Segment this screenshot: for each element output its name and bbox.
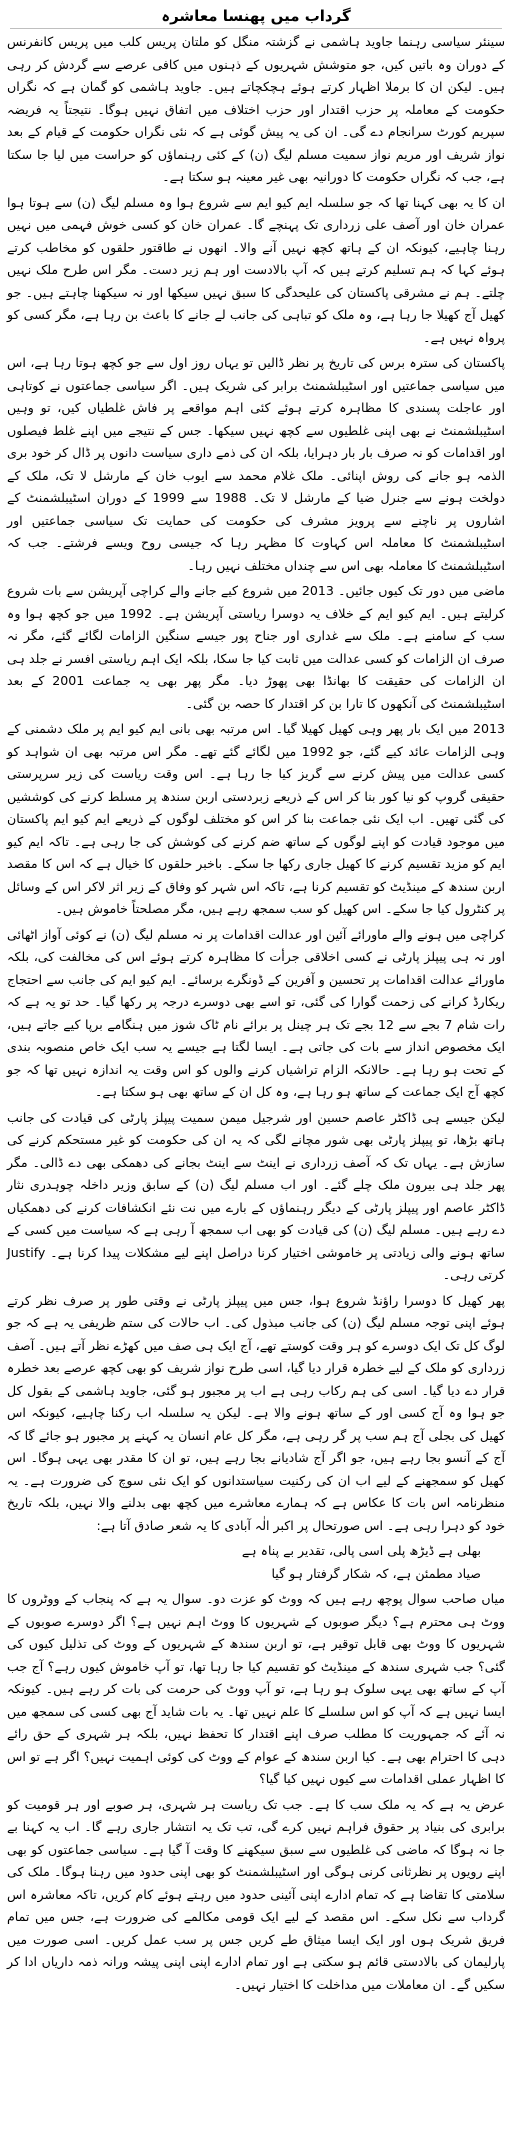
headline-divider [10,28,502,29]
article-paragraph: عرض یہ ہے کہ یہ ملک سب کا ہے۔ جب تک ریاست ہر شہری، ہر صوبے اور ہر قومیت کو برابری کی بنیاد پر حقوق فراہم نہیں کرے گی، تب تک یہ انتشار جاری رہے گا۔ اب یہ کہنا بے جا نہ ہوگا کہ ماضی کی غلطیوں سے سبق سیکھنے کا وقت آ گیا ہے۔ سیاسی جماعتوں کو بھی اپنے رویوں پر نظرثانی کرنی ہوگی اور اسٹیبلشمنٹ کو بھی اپنی حدود میں رہنا ہوگا۔ ملک کی سلامتی کا تقاضا ہے کہ تمام ادارے اپنی آئینی حدود میں رہتے ہوئے کام کریں، تاکہ معاشرہ اس گرداب سے نکل سکے۔ اس مقصد کے لیے ایک قومی مکالمے کی ضرورت ہے، جس میں تمام فریق شریک ہوں اور ایک ایسا میثاق طے کریں جس پر سب عمل کریں۔ اسی صورت میں پارلیمان کی بالادستی قائم ہو سکتی ہے اور تمام ادارے اپنی اپنی پیشہ ورانہ ذمہ داریاں ادا کر سکیں گے۔ ان معاملات میں مداخلت کا اختیار نہیں۔ [7,1796,505,1992]
article-paragraph: لیکن جیسے ہی ڈاکٹر عاصم حسین اور شرجیل میمن سمیت پیپلز پارٹی کی قیادت کی جانب ہاتھ بڑھا، تو پیپلز پارٹی بھی شور مچانے لگی کہ یہ ان کی حکومت کو غیر مستحکم کرنے کی سازش ہے۔ یہاں تک کہ آصف زرداری نے اینٹ سے اینٹ بجانے کی دھمکی بھی دے ڈالی۔ مگر پھر جلد ہی بیرون ملک چلے گئے۔ اور اب مسلم لیگ (ن) کے سابق وزیر داخلہ چوہدری نثار ڈاکٹر عاصم اور پیپلز پارٹی کے دیگر رہنماؤں کے بارے میں نت نئے انکشافات کرنے کی دھمکیاں دے رہے ہیں۔ مسلم لیگ (ن) کی قیادت کو بھی اب سمجھ آ رہی ہے کہ سیاست میں کسی کے ساتھ ہونے والی زیادتی پر خاموشی اختیار کرنا دراصل اپنے لیے مشکلات پیدا کرنا ہے۔ Justify کرتی رہی۔ [7,1109,505,1282]
poem-line: صیاد مطمئن ہے، کہ شکار گرفتار ہو گیا [271,1565,481,1581]
article-headline: گرداب میں پھنسا معاشرہ [161,7,351,25]
article-paragraph: ان کا یہ بھی کہنا تھا کہ جو سلسلہ ایم کیو ایم سے شروع ہوا وہ مسلم لیگ (ن) سے ہوتا ہوا عمران خان اور آصف علی زرداری تک پہنچے گا۔ عمران خان کو کسی خوش فہمی میں نہیں رہنا چاہیے، کیونکہ ان کے ہاتھ کچھ نہیں آنے والا۔ انھوں نے طاقتور حلقوں کو مخاطب کرتے ہوئے کہا کہ ہم تسلیم کرتے ہیں کہ آپ بالادست اور ہم زیر دست۔ مگر اس طرح ملک نہیں چلتے۔ ہم نے مشرقی پاکستان کی علیحدگی کا سبق نہیں سیکھا اور نہ سیکھنا چاہتے ہیں۔ جو کھیل آج کھیلا جا رہا ہے، وہ ملک کو تباہی کی جانب لے جانے کا باعث بن رہا ہے، مگر کسی کو پرواہ نہیں ہے۔ [7,194,505,345]
article-paragraph: 2013 میں ایک بار پھر وہی کھیل کھیلا گیا۔ اس مرتبہ بھی بانی ایم کیو ایم پر ملک دشمنی کے وہی الزامات عائد کیے گئے، جو 1992 میں لگائے گئے تھے۔ مگر اس مرتبہ بھی ان شواہد کو کسی عدالت میں پیش کرنے سے گریز کیا جا رہا ہے۔ اس وقت ریاست کی زیر سرپرستی حقیقی گروپ کو نیا کور بنا کر اس کے ذریعے زبردستی اربن سندھ پر مسلط کرنے کی کوششیں کی گئی تھیں۔ اب ایک نئی جماعت بنا کر اس کو مختلف لوگوں کے ذریعے ایم کیو ایم پاکستان میں موجود قیادت کو اپنے لوگوں کے ساتھ ضم کرنے کی کوشش کی جا رہی ہے۔ تاکہ ایم کیو ایم کو مزید تقسیم کرنے کا کھیل جاری رکھا جا سکے۔ باخبر حلقوں کا خیال ہے کہ اس کا مقصد اربن سندھ کے مینڈیٹ کو تقسیم کرنا ہے، تاکہ اس شہر کو وفاق کے زیر اثر لاکر اس کے وسائل پر کنٹرول کیا جا سکے۔ اس کھیل کو سب سمجھ رہے ہیں، مگر مصلحتاً خاموش ہیں۔ [7,721,505,916]
article-body [0,31,512,1996]
article-paragraph: پاکستان کی سترہ برس کی تاریخ پر نظر ڈالیں تو یہاں روز اول سے جو کچھ ہوتا رہا ہے، اس میں سیاسی جماعتیں اور اسٹیبلشمنٹ برابر کی شریک ہیں۔ اگر سیاسی جماعتوں نے کوتاہی اور عاجلت پسندی کا مظاہرہ کرتے ہوئے کئی اہم مواقعے پر فاش غلطیاں کیں، تو وہیں اسٹیبلشمنٹ نے بھی اپنی غلطیوں سے کچھ نہیں سیکھا۔ جس کے نتیجے میں اپنے غلط فیصلوں اور اقدامات کو نہ صرف بار بار دہرایا، بلکہ ان کی ذمے داری سیاست دانوں پر ڈال کر خود بری الذمہ ہو جانے کی روش اپنائی۔ ملک غلام محمد سے ایوب خان کے مارشل لا تک، ملک کے دولخت ہونے سے جنرل ضیا کے مارشل لا تک۔ 1988 سے 1999 کے دوران اسٹیبلشمنٹ کے اشاروں پر ناچنے سے پرویز مشرف کی حکومت کی حمایت تک سیاسی جماعتیں اور اسٹیبلشمنٹ کا معاملہ اس کہاوت کا مظہر رہا کہ جیسی روح ویسے فرشتے۔ جب کہ اسٹیبلشمنٹ کا معاملہ بھی اس سے چنداں مختلف نہیں رہا۔ [7,355,505,573]
article-paragraph: کراچی میں ہونے والے ماورائے آئین اور عدالت اقدامات پر نہ مسلم لیگ (ن) نے کوئی آواز اٹھائی اور نہ ہی پیپلز پارٹی نے کسی اخلاقی جرأت کا مظاہرہ کرتے ہوئے اس کی مخالفت کی، بلکہ ماورائے عدالت اقدامات پر تحسین و آفرین کے ڈونگرے برسائے۔ ایم کیو ایم کی جانب سے احتجاج ریکارڈ کرانے کی زحمت گوارا کی گئی، تو اسے بھی دوسرے درجہ پر رکھا گیا۔ حد تو یہ ہے کہ رات شام 7 بجے سے 12 بجے تک ہر چینل پر برائے نام ٹاک شوز میں ہنگامے برپا کیے جاتے ہیں، ایک مخصوص انداز سے بات کی جاتی ہے۔ ایسا لگتا ہے جیسے یہ سب ایک خاص منصوبہ بندی کے تحت ہو رہا ہے۔ حالانکہ الزام تراشیاں کرنے والوں کو اس وقت یہ اندازہ نہیں تھا کہ جو کچھ آج ایک جماعت کے ساتھ ہو رہا ہے، وہ کل ان کے ساتھ بھی ہو سکتا ہے۔ [7,926,505,1099]
poem-line: بھلی ہے ڈیڑھ پلی اسی پالی، تقدیر بے پناہ ہے [241,1543,481,1558]
article-paragraph: سینئر سیاسی رہنما جاوید ہاشمی نے گزشتہ منگل کو ملتان پریس کلب میں پریس کانفرنس کے دوران وہ باتیں کیں، جو متوشش شہریوں کے ذہنوں میں کافی عرصے سے گردش کر رہی ہیں۔ لیکن ان کا برملا اظہار کرتے ہوئے ہچکچاتے ہیں۔ جاوید ہاشمی کو گمان ہے کہ نگراں حکومت کے معاملہ پر حزب اقتدار اور حزب اختلاف میں اتفاق نہیں ہوگا۔ نتیجتاً یہ فریضہ سپریم کورٹ سرانجام دے گی۔ ان کی یہ پیش گوئی ہے کہ نئی نگراں حکومت کے قیام کے بعد نواز شریف اور مریم نواز سمیت مسلم لیگ (ن) کے کئی رہنماؤں کو حراست میں لیا جا سکتا ہے، جب کہ نگراں حکومت کا دورانیہ بھی غیر معینہ ہو سکتا ہے۔ [7,34,505,184]
article-paragraph: میاں صاحب سوال پوچھ رہے ہیں کہ ووٹ کو عزت دو۔ سوال یہ ہے کہ پنجاب کے ووٹروں کا ووٹ ہی محترم ہے؟ دیگر صوبوں کے شہریوں کا ووٹ اہم نہیں ہے؟ اگر دوسرے صوبوں کے شہریوں کا ووٹ بھی قابل توقیر ہے، تو اربن سندھ کے شہریوں کے ووٹ کی تذلیل کیوں کی گئی؟ جب شہری سندھ کے مینڈیٹ کو تقسیم کیا جا رہا تھا، تو آپ خاموش کیوں رہے؟ آج جب آپ کے ساتھ بھی یہی سلوک ہو رہا ہے، تو آپ ووٹ کی حرمت کی بات کر رہے ہیں۔ کیونکہ ایسا نہیں ہے کہ آپ کو اس سلسلے کا علم نہیں تھا۔ یہ بات شاید آج بھی کسی کی سمجھ میں نہ آئے کہ جمہوریت کا مطلب صرف اپنے اقتدار کا تحفظ نہیں، بلکہ ہر شہری کے حق رائے دہی کا احترام بھی ہے۔ کیا اربن سندھ کے عوام کے ووٹ کی کوئی اہمیت نہیں؟ اگر ہے تو اس کا اظہار عملی اقدامات سے کیوں نہیں کیا گیا؟ [7,1591,505,1786]
article-paragraph: ماضی میں دور تک کیوں جائیں۔ 2013 میں شروع کیے جانے والے کراچی آپریشن سے بات شروع کرلیتے ہیں۔ ایم کیو ایم کے خلاف یہ دوسرا ریاستی آپریشن ہے۔ 1992 میں جو کچھ ہوا وہ سب کے سامنے ہے۔ ملک سے غداری اور جناح پور جیسے سنگین الزامات لگائے گئے، مگر نہ صرف ان الزامات کو کسی عدالت میں ثابت کیا جا سکا، بلکہ ایک اہم ریاستی افسر نے جلد ہی ان الزامات کی حقیقت کا بھانڈا بھی پھوڑ دیا۔ مگر پھر بھی یہ جماعت 2001 کے بعد اسٹیبلشمنٹ کی آنکھوں کا تارا بن کر اقتدار کا حصہ بن گئی۔ [7,583,505,711]
article-paragraph: پھر کھیل کا دوسرا راؤنڈ شروع ہوا، جس میں پیپلز پارٹی نے وقتی طور پر صرف نظر کرتے ہوئے اپنی توجہ مسلم لیگ (ن) کی جانب مبذول کی۔ اب حالات کی ستم ظریفی یہ ہے کہ جو لوگ کل تک ایک دوسرے کو ہر وقت کوستے تھے، آج ایک ہی صف میں کھڑے نظر آتے ہیں۔ آصف زرداری کو ملک کے لیے خطرہ قرار دیا گیا، اسی طرح نواز شریف کو بھی کچھ عرصے بعد خطرہ قرار دے دیا گیا۔ اسی کی ہم رکاب رہی ہے اب پر مجبور ہو گئی، جاوید ہاشمی کے بقول کل جو ہوا وہ آج کسی اور کے ساتھ ہونے والا ہے۔ لیکن یہ سلسلہ اب رکنا چاہیے، کیونکہ اس کھیل کی بجلی آج ہم سب پر گر رہی ہے، مگر کل عام انسان یہ کہنے پر مجبور ہو جائے گا کہ آج کے آنسو بجا رہے ہیں، جو اگر آج شادیانے بجا رہے ہیں، تو ان کا مقدر بھی یہی ہوگا۔ اس کھیل کو سمجھنے کے لیے اب ان کی رکنیت سیاستدانوں کو ایک نئی سوچ کی ضرورت ہے۔ یہ منظرنامہ اس بات کا عکاس ہے کہ ہمارے معاشرے میں کچھ بھی بدلنے والا نہیں، بلکہ تاریخ خود کو دہرا رہی ہے۔ اس صورتحال پر اکبر الٰہ آبادی کا یہ شعر صادق آتا ہے: [7,1292,505,1533]
